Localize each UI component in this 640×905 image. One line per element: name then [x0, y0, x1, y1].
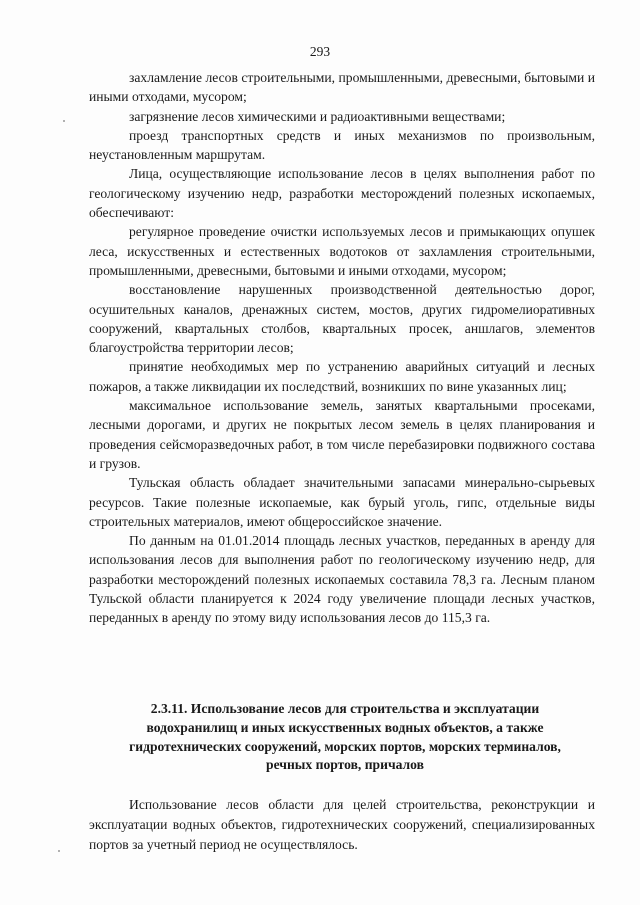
- paragraph: максимальное использование земель, занятых квартальными просеками, лесными дорогами, и других не покрытых лесом земель в целях планирования и проведения сейсморазведочных работ, в том числе перебазировки подвижного состава и грузов.: [89, 398, 595, 471]
- section-heading: 2.3.11. Использование лесов для строительства и эксплуатации водохранилищ и иных искусственных водных объектов, а также гидротехнических сооружений, морских портов, морских терминалов, речных портов, причалов: [129, 701, 561, 773]
- body-text: [89, 68, 595, 628]
- scan-speck: [58, 850, 60, 852]
- paragraph: восстановление нарушенных производственной деятельностью дорог, осушительных каналов, дренажных систем, мостов, других гидромелиоративных сооружений, квартальных столбов, квартальных просек, аншлагов, элементов благоустройства территории лесов;: [89, 282, 595, 356]
- scan-speck: [63, 120, 65, 122]
- paragraph: Тульская область обладает значительными запасами минерально-сырьевых ресурсов. Такие полезные ископаемые, как бурый уголь, гипс, отдельные виды строительных материалов, имеют общероссийское значение.: [89, 475, 595, 529]
- paragraph: Использование лесов области для целей строительства, реконструкции и эксплуатации водных объектов, гидротехнических сооружений, специализированных портов за учетный период не осуществлялось.: [89, 797, 595, 852]
- paragraph: принятие необходимых мер по устранению аварийных ситуаций и лесных пожаров, а также ликвидации их последствий, возникших по вине указанных лиц;: [89, 359, 595, 394]
- page-number: 293: [309, 44, 331, 59]
- paragraph: Лица, осуществляющие использование лесов в целях выполнения работ по геологическому изучению недр, разработки месторождений полезных ископаемых, обеспечивают:: [89, 166, 595, 221]
- paragraph: захламление лесов строительными, промышленными, древесными, бытовыми и иными отходами, мусором;: [89, 70, 595, 105]
- paragraph: проезд транспортных средств и иных механизмов по произвольным, неустановленным маршрутам.: [89, 127, 595, 163]
- paragraph: регулярное проведение очистки используемых лесов и примыкающих опушек леса, искусственных и естественных водотоков от захламления строительными, промышленными, древесными, бытовыми и иными отходами, мусором;: [89, 224, 595, 278]
- paragraph: По данным на 01.01.2014 площадь лесных участков, переданных в аренду для использования лесов для выполнения работ по геологическому изучению недр, для разработки месторождений полезных ископаемых составила 78,3 га. Лесным планом Тульской области планируется к 2024 году увеличение площади лесных участков, переданных в аренду по этому виду использования лесов до 115,3 га.: [89, 533, 595, 626]
- paragraph: загрязнение лесов химическими и радиоактивными веществами;: [129, 108, 506, 124]
- final-section-text: [89, 795, 595, 855]
